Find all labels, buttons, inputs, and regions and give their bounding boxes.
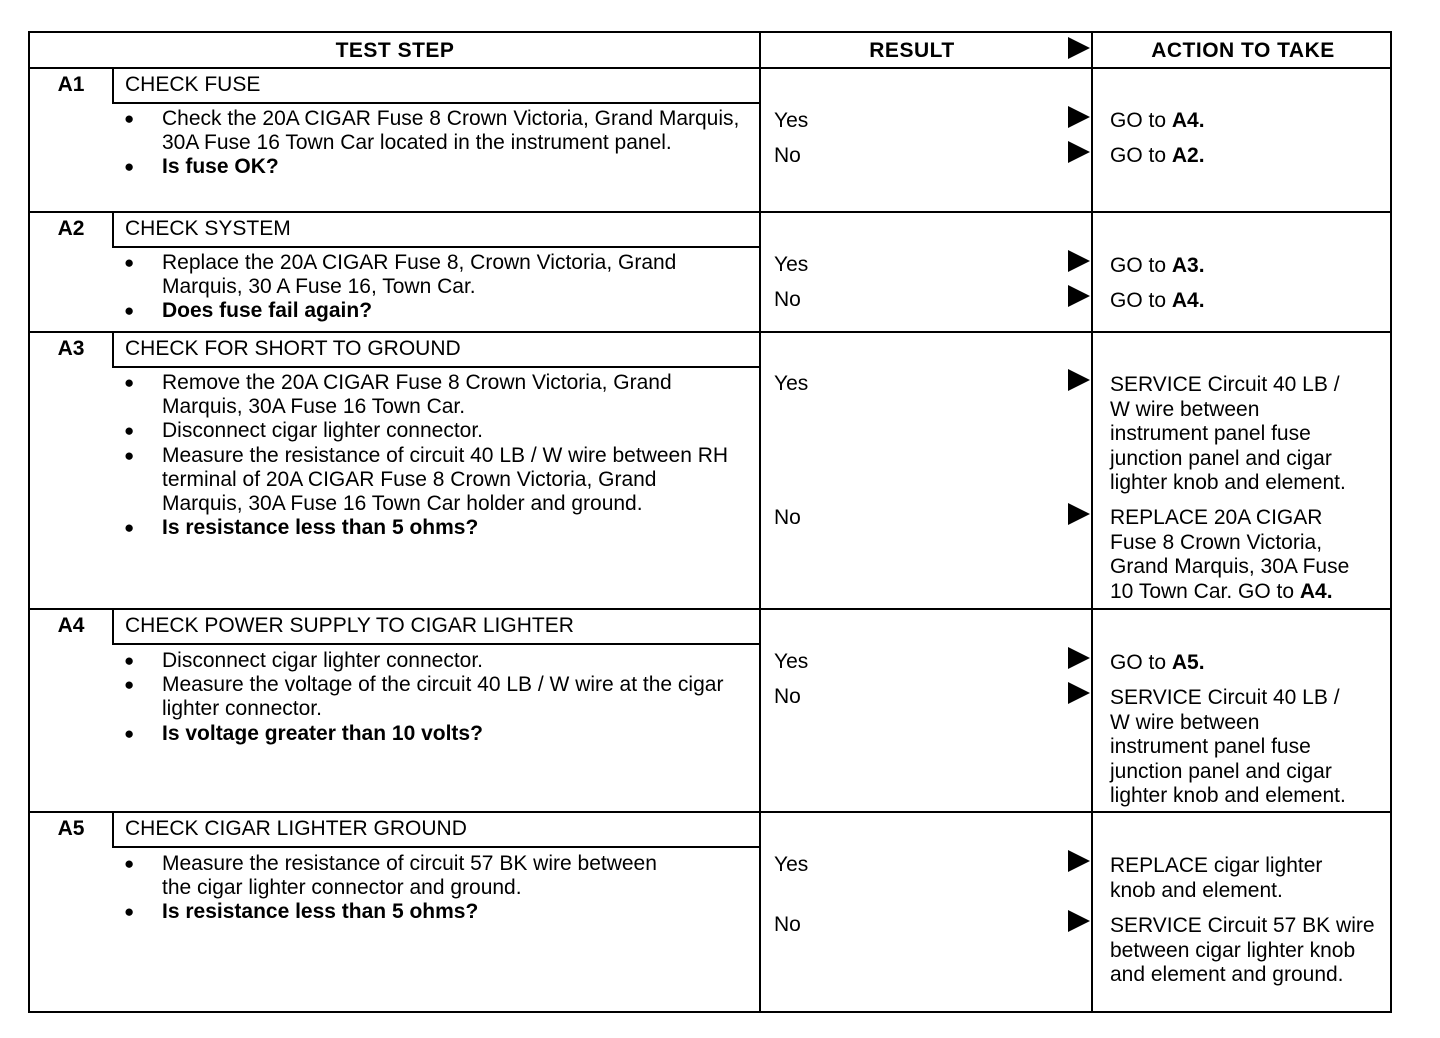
bullet-question: ● Is voltage greater than 10 volts? <box>122 722 742 746</box>
bullet-item: ● Measure the voltage of the circuit 40 LB / W wire at the cigar lighter connector. <box>122 673 742 721</box>
step-title: CHECK FUSE <box>125 73 261 96</box>
action-step-ref: A4. <box>1299 579 1333 603</box>
result-yes: Yes <box>774 253 809 276</box>
result-yes: Yes <box>774 372 809 395</box>
arrow-icon <box>1068 647 1090 669</box>
header-arrow-icon <box>1068 37 1090 59</box>
arrow-icon <box>1068 369 1090 391</box>
bullet-question: ● Is resistance less than 5 ohms? <box>122 900 682 924</box>
title-underline <box>112 846 759 848</box>
action-step-ref: A4. <box>1171 109 1205 132</box>
bullet-item: ● Check the 20A CIGAR Fuse 8 Crown Victoria, Grand Marquis, 30A Fuse 16 Town Car located in the instrument panel. <box>122 107 742 155</box>
id-divider <box>112 332 114 366</box>
action-prefix: GO to <box>1110 144 1172 167</box>
step-title: CHECK CIGAR LIGHTER GROUND <box>125 817 467 840</box>
step-bullets <box>122 852 682 925</box>
header-result: RESULT <box>869 38 955 62</box>
bullet-item: ● Measure the resistance of circuit 40 LB / W wire between RH terminal of 20A CIGAR Fuse 8 Crown Victoria, Grand Marquis, 30A Fuse 16 Town Car holder and ground. <box>122 444 742 517</box>
step-bullets <box>122 107 742 180</box>
id-divider <box>112 812 114 846</box>
action-prefix: REPLACE cigar lighter knob and element. <box>1110 854 1323 902</box>
bullet-question: ● Does fuse fail again? <box>122 299 742 323</box>
step-bullets <box>122 649 742 746</box>
step-title: CHECK FOR SHORT TO GROUND <box>125 337 461 360</box>
action-text <box>1110 144 1390 169</box>
bullet-item: ● Measure the resistance of circuit 57 BK wire between the cigar lighter connector and ground. <box>122 852 682 900</box>
step-bullets <box>122 251 742 324</box>
divider-result <box>759 33 761 1011</box>
action-prefix: SERVICE Circuit 57 BK wire between cigar lighter knob and element and ground. <box>1110 914 1375 986</box>
divider-action <box>1091 33 1093 1011</box>
result-no: No <box>774 913 801 936</box>
bullet-item: ● Replace the 20A CIGAR Fuse 8, Crown Victoria, Grand Marquis, 30 A Fuse 16, Town Car. <box>122 251 742 299</box>
bullet-question: ● Is fuse OK? <box>122 155 742 179</box>
result-no: No <box>774 144 801 167</box>
action-prefix: SERVICE Circuit 40 LB / W wire between instrument panel fuse junction panel and cigar lighter knob and element. <box>1110 373 1346 494</box>
action-prefix: GO to <box>1110 109 1172 132</box>
result-no: No <box>774 506 801 529</box>
action-step-ref: A2. <box>1171 144 1205 167</box>
id-divider <box>112 609 114 643</box>
step-title: CHECK SYSTEM <box>125 217 291 240</box>
action-text <box>1110 254 1390 279</box>
arrow-icon <box>1068 106 1090 128</box>
bullet-item: ● Disconnect cigar lighter connector. <box>122 649 742 673</box>
bullet-item: ● Disconnect cigar lighter connector. <box>122 419 742 443</box>
action-text <box>1110 289 1390 314</box>
arrow-icon <box>1068 682 1090 704</box>
bullet-item: ● Remove the 20A CIGAR Fuse 8 Crown Victoria, Grand Marquis, 30A Fuse 16 Town Car. <box>122 371 742 419</box>
action-prefix: SERVICE Circuit 40 LB / W wire between instrument panel fuse junction panel and cigar lighter knob and element. <box>1110 686 1346 807</box>
action-text <box>1110 914 1380 988</box>
action-text <box>1110 854 1360 903</box>
step-id: A2 <box>57 217 85 240</box>
arrow-icon <box>1068 285 1090 307</box>
action-prefix: GO to <box>1110 254 1172 277</box>
diagnostic-table <box>28 31 1392 1013</box>
bullet-question: ● Is resistance less than 5 ohms? <box>122 516 742 540</box>
arrow-icon <box>1068 850 1090 872</box>
arrow-icon <box>1068 250 1090 272</box>
result-yes: Yes <box>774 853 809 876</box>
header-test-step: TEST STEP <box>335 38 455 62</box>
action-text <box>1110 109 1390 134</box>
id-divider <box>112 68 114 102</box>
result-no: No <box>774 288 801 311</box>
arrow-icon <box>1068 910 1090 932</box>
step-id: A5 <box>57 817 85 840</box>
action-text <box>1110 373 1360 496</box>
step-id: A4 <box>57 614 85 637</box>
header-action: ACTION TO TAKE <box>1151 38 1335 62</box>
action-prefix: GO to <box>1110 651 1172 674</box>
step-title: CHECK POWER SUPPLY TO CIGAR LIGHTER <box>125 614 574 637</box>
step-bullets <box>122 371 742 540</box>
title-underline <box>112 643 759 645</box>
title-underline <box>112 366 759 368</box>
action-text <box>1110 651 1390 676</box>
title-underline <box>112 102 759 104</box>
action-step-ref: A3. <box>1171 254 1205 277</box>
action-prefix: GO to <box>1110 289 1172 312</box>
id-divider <box>112 212 114 246</box>
arrow-icon <box>1068 141 1090 163</box>
step-id: A1 <box>57 73 85 96</box>
arrow-icon <box>1068 503 1090 525</box>
title-underline <box>112 246 759 248</box>
action-text <box>1110 506 1372 604</box>
result-yes: Yes <box>774 650 809 673</box>
action-text <box>1110 686 1360 809</box>
action-step-ref: A4. <box>1171 289 1205 312</box>
step-id: A3 <box>57 337 85 360</box>
result-yes: Yes <box>774 109 809 132</box>
action-prefix: REPLACE 20A CIGAR Fuse 8 Crown Victoria, Grand Marquis, 30A Fuse 10 Town Car. GO to <box>1110 506 1350 603</box>
action-step-ref: A5. <box>1171 651 1205 674</box>
result-no: No <box>774 685 801 708</box>
